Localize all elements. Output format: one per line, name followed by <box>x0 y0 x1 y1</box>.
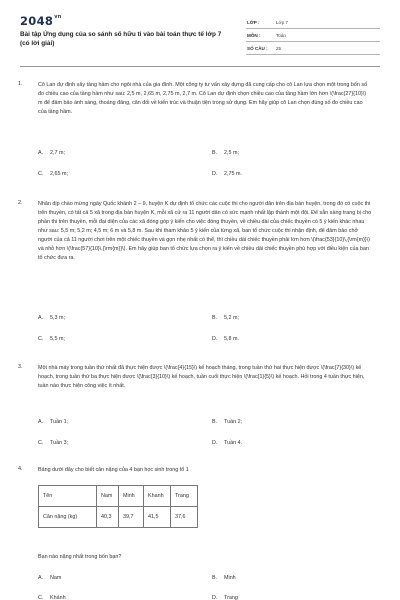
option-text: Trang <box>224 595 238 600</box>
option-letter: D. <box>212 440 218 446</box>
answer-option-a[interactable] <box>38 575 61 581</box>
answer-option-d[interactable] <box>212 595 238 600</box>
answer-option-d[interactable] <box>212 171 242 177</box>
option-letter: C. <box>38 595 44 600</box>
question-prompt: Bạn nào nặng nhất trong bốn bạn? <box>38 554 122 560</box>
question-text: Cô Lan dự định xây tầng hầm cho ngôi nhà của gia đình. Một công ty tư vấn xây dựng đã cung cấp cho cô Lan lựa chọn một trong bốn số đo chiều cao của tầng hầm như sau: 2,5 m, 2,65 m, 2,75 m, 2,7 m. Cô Lan dự định chọn chiều cao của tầng hầm lớn hơn \(\frac{27}{10}\) m để đảm bảo ánh sáng, thoáng đãng, cân đối về kiến trúc và thuận tiện trong sử dụng. Em hãy giúp cô Lan chọn đúng số đo chiều cao của tầng hầm. <box>38 82 368 115</box>
option-text: Tuần 2; <box>224 419 243 425</box>
meta-value: Toán <box>276 33 286 38</box>
option-text: 2,7 m; <box>50 150 65 156</box>
question-4-prompt <box>18 553 380 563</box>
table-cell: 37,6 <box>171 507 198 528</box>
answer-option-b[interactable] <box>212 150 239 156</box>
option-letter: A. <box>38 315 44 321</box>
table-wrapper <box>0 485 400 531</box>
option-letter: B. <box>212 315 218 321</box>
option-text: Minh <box>224 575 236 581</box>
answer-option-d[interactable] <box>212 336 239 342</box>
answer-option-a[interactable] <box>38 150 65 156</box>
meta-value: 25 <box>276 46 282 51</box>
option-letter: D. <box>212 171 218 177</box>
answer-option-b[interactable] <box>212 315 239 321</box>
table-cell: Tên <box>39 486 97 507</box>
option-letter: C. <box>38 336 44 342</box>
option-letter: B. <box>212 150 218 156</box>
option-text: 5,3 m; <box>50 315 65 321</box>
option-letter: D. <box>212 595 218 600</box>
table-cell: 41,5 <box>144 507 171 528</box>
answer-option-b[interactable] <box>212 575 236 581</box>
answer-option-a[interactable] <box>38 315 65 321</box>
meta-key: LỚP : <box>247 20 260 25</box>
option-text: 5,5 m; <box>50 336 65 342</box>
answer-option-c[interactable] <box>38 171 68 177</box>
table-cell: Cân nặng (kg) <box>39 507 97 528</box>
meta-key: SỐ CÂU : <box>247 46 268 51</box>
site-logo[interactable] <box>20 14 62 28</box>
question-number: 3. <box>18 364 23 370</box>
option-letter: C. <box>38 171 44 177</box>
option-text: 5,8 m. <box>224 336 239 342</box>
answer-option-c[interactable] <box>38 336 65 342</box>
meta-info <box>246 16 380 55</box>
option-text: Tuần 1; <box>50 419 69 425</box>
question-text: Nhân dịp chào mừng ngày Quốc khánh 2 – 9, huyện K dự định tổ chức các cuộc thi cho người dân trên địa bàn huyện, trong đó có cuộc thi trên thuyền, có tất cả 5 xã trong địa bàn huyện K, mỗi xã cử ra 11 người dân có sức mạnh nhất lập thành một đội. Để sẵn sàng trang bị cho phần thi trên thuyền, mỗi đại diện của các xã đóng góp ý kiến cho việc đóng thuyền, về chiều dài của chiếc thuyền có 5 ý kiến khác nhau như sau: 5,5 m; 5,2 m; 4,5 m; 6 m và 5,8 m. Sau khi tham khảo 5 ý kiến của từng xã, ban tổ chức cuộc thi nhận định, để đảm bảo chở người của cả 11 người chơi trên một chiếc thuyền và gọn nhẹ nhất có thể, thì chiều dài chiếc thuyền phải lớn hơn \(\frac{53}{10}\,{\rm{m}}\) và nhỏ hơn \(\frac{57}{10}\,{\rm{m}}\). Em hãy giúp ban tổ chức lựa chọn ra ý kiến về chiều dài chiếc thuyền phù hợp với điều kiện của ban tổ chức đưa ra. <box>38 201 372 261</box>
table-data-row <box>39 507 198 528</box>
table-cell: 39,7 <box>119 507 144 528</box>
option-letter: A. <box>38 419 44 425</box>
meta-row-count <box>246 42 380 55</box>
meta-row-class <box>246 16 380 29</box>
table-cell: Nam <box>97 486 119 507</box>
option-letter: C. <box>38 440 44 446</box>
table-cell: Trang <box>171 486 198 507</box>
question-4 <box>18 466 380 476</box>
question-3 <box>18 364 380 414</box>
option-text: Nam <box>50 575 62 581</box>
answer-option-a[interactable] <box>38 419 68 425</box>
page-header <box>20 14 380 58</box>
option-text: 2,65 m; <box>50 171 68 177</box>
question-2 <box>18 200 380 312</box>
option-letter: A. <box>38 575 44 581</box>
logo-text: 2048 <box>20 14 54 28</box>
question-number: 1. <box>18 81 23 87</box>
option-letter: D. <box>212 336 218 342</box>
document-title: Bài tập Ứng dụng của so sánh số hữu tỉ vào bài toán thực tế lớp 7 (có lời giải) <box>20 31 222 47</box>
question-text: Bảng dưới đây cho biết cân nặng của 4 bạn học sinh trong tổ 1 <box>38 467 189 473</box>
meta-key: MÔN : <box>247 33 261 38</box>
meta-value: Lớp 7 <box>276 20 288 25</box>
meta-row-subject <box>246 29 380 42</box>
option-text: 2,75 m. <box>224 171 242 177</box>
question-number: 4. <box>18 466 23 472</box>
table-cell: 40,3 <box>97 507 119 528</box>
answer-option-d[interactable] <box>212 440 242 446</box>
table-header-row <box>39 486 198 507</box>
option-text: Tuần 3; <box>50 440 69 446</box>
option-text: 2,5 m; <box>224 150 239 156</box>
option-letter: B. <box>212 419 218 425</box>
option-text: 5,2 m; <box>224 315 239 321</box>
option-text: Tuần 4. <box>224 440 243 446</box>
table-cell: Khanh <box>144 486 171 507</box>
option-letter: B. <box>212 575 218 581</box>
answer-option-c[interactable] <box>38 595 66 600</box>
option-letter: A. <box>38 150 44 156</box>
answer-option-b[interactable] <box>212 419 242 425</box>
question-text: Một nhà máy trong tuần thứ nhất đã thực hiện được \(\frac{4}{15}\) kế hoạch tháng, trong tuần thứ hai thực hiện được \(\frac{7}{30}\) kế hoạch, trong tuần thứ ba thực hiện được \(\frac{3}{10}\) kế hoạch, tuần cuối thực hiện \(\frac{1}{5}\) kế hoạch. Hỏi trong 4 tuần thực hiện, tuần nào thực hiện công việc ít nhất. <box>38 365 365 389</box>
answer-option-c[interactable] <box>38 440 68 446</box>
question-number: 2. <box>18 200 23 206</box>
option-text: Khánh <box>50 595 66 600</box>
weight-table <box>38 485 198 528</box>
logo-suffix: vn <box>54 14 62 20</box>
header-divider <box>20 66 380 67</box>
table-cell: Minh <box>119 486 144 507</box>
question-1 <box>18 81 380 151</box>
